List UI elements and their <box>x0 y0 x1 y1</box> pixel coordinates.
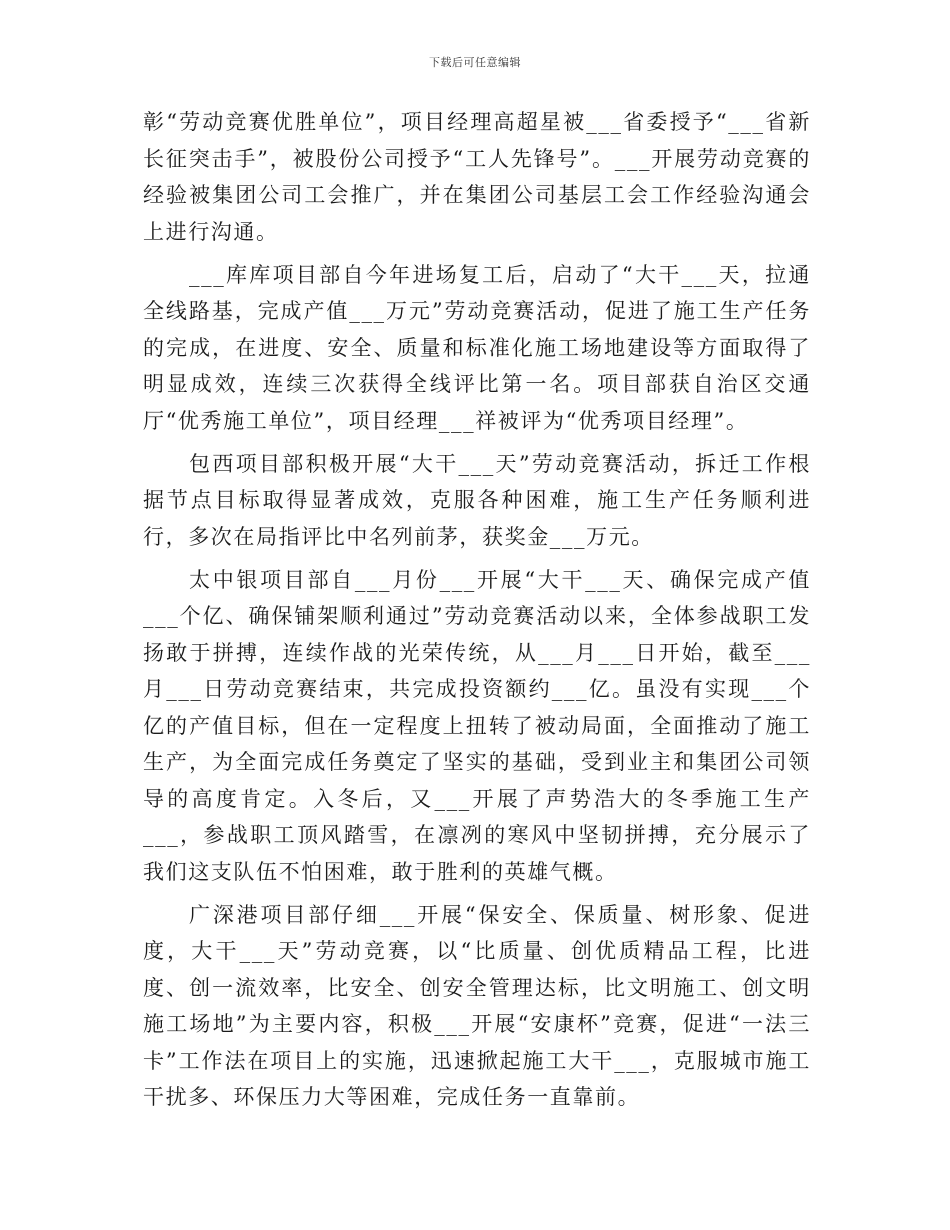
paragraph-4: 太中银项目部自___月份___开展“大干___天、确保完成产值___个亿、确保铺架顺利通过”劳动竞赛活动以来，全体参战职工发扬敢于拼搏，连续作战的光荣传统，从___月___日开始，截至___月___日劳动竞赛结束，共完成投资额约___亿。虽没有实现___个亿的产值目标，但在一定程度上扭转了被动局面，全面推动了施工生产，为全面完成任务奠定了坚实的基础，受到业主和集团公司领导的高度肯定。入冬后，又___开展了声势浩大的冬季施工生产___，参战职工顶风踏雪，在凛冽的寒风中坚韧拼搏，充分展示了我们这支队伍不怕困难，敢于胜利的英雄气概。 <box>143 567 811 884</box>
page-header: 下载后可任意编辑 <box>429 56 521 69</box>
document-body <box>143 104 811 1116</box>
paragraph-5: 广深港项目部仔细___开展“保安全、保质量、树形象、促进度，大干___天”劳动竞赛，以“比质量、创优质精品工程，比进度、创一流效率，比安全、创安全管理达标，比文明施工、创文明施工场地”为主要内容，积极___开展“安康杯”竞赛，促进“一法三卡”工作法在项目上的实施，迅速掀起施工大干___，克服城市施工干扰多、环保压力大等困难，完成任务一直靠前。 <box>143 902 811 1109</box>
paragraph-2: ___库库项目部自今年进场复工后，启动了“大干___天，拉通全线路基，完成产值___万元”劳动竞赛活动，促进了施工生产任务的完成，在进度、安全、质量和标准化施工场地建设等方面取得了明显成效，连续三次获得全线评比第一名。项目部获自治区交通厅“优秀施工单位”，项目经理___祥被评为“优秀项目经理”。 <box>143 262 811 433</box>
paragraph-3: 包西项目部积极开展“大干___天”劳动竞赛活动，拆迁工作根据节点目标取得显著成效，克服各种困难，施工生产任务顺利进行，多次在局指评比中名列前茅，获奖金___万元。 <box>143 451 811 549</box>
paragraph-1: 彰“劳动竞赛优胜单位”，项目经理高超星被___省委授予“___省新长征突击手”，被股份公司授予“工人先锋号”。___开展劳动竞赛的经验被集团公司工会推广，并在集团公司基层工会工作经验沟通会上进行沟通。 <box>143 110 811 244</box>
